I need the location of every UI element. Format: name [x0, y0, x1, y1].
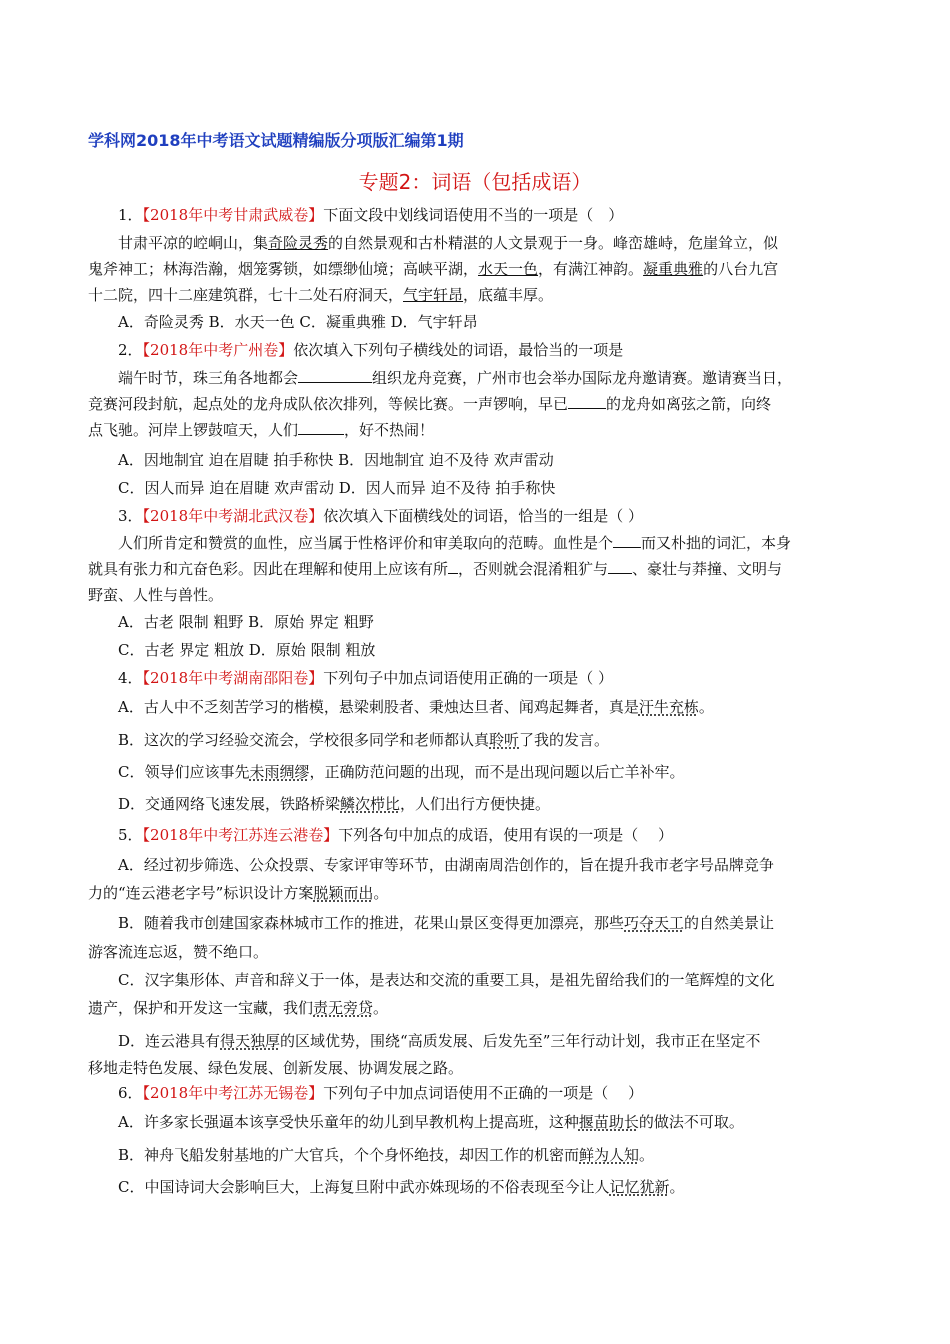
question-5-option-c: C．汉字集形体、声音和辞义于一体，是表达和交流的重要工具，是祖先留给我们的一笔辉煌的文化: [118, 971, 775, 989]
question-5-option-c-cont: 遗产，保护和开发这一宝藏，我们责无旁贷。: [88, 999, 389, 1017]
question-4-option-d: D．交通网络飞速发展，铁路桥梁鳞次栉比，人们出行方便快捷。: [118, 795, 551, 813]
question-2-passage-line: 点飞驰。河岸上锣鼓喧天，人们 ，好不热闹！: [88, 421, 435, 439]
question-3-passage-line: 野蛮、人性与兽性。: [88, 586, 224, 604]
question-5-option-b: B．随着我市创建国家森林城市工作的推进，花果山景区变得更加漂亮，那些巧夺天工的自然美景让: [118, 914, 775, 932]
question-4-stem: 4．【2018年中考湖南邵阳卷】下列句子中加点词语使用正确的一项是（ ）: [118, 669, 614, 687]
question-1-stem: 1．【2018年中考甘肃武威卷】下面文段中划线词语使用不当的一项是（ ）: [118, 206, 624, 224]
question-3-options-ab: A．古老 限制 粗野 B．原始 界定 粗野: [118, 613, 374, 631]
question-5-stem: 5．【2018年中考江苏连云港卷】下列各句中加点的成语，使用有误的一项是（ ）: [118, 826, 674, 844]
question-2-stem: 2．【2018年中考广州卷】依次填入下列句子横线处的词语，最恰当的一项是: [118, 341, 624, 359]
question-3-options-cd: C．古老 界定 粗放 D．原始 限制 粗放: [118, 641, 376, 659]
question-4-option-b: B．这次的学习经验交流会，学校很多同学和老师都认真聆听了我的发言。: [118, 731, 610, 749]
question-5-option-d-cont: 移地走特色发展、绿色发展、创新发展、协调发展之路。: [88, 1059, 464, 1077]
question-6-option-c: C．中国诗词大会影响巨大，上海复旦附中武亦姝现场的不俗表现至今让人记忆犹新。: [118, 1178, 685, 1196]
source-tag: 【2018年中考江苏无锡卷】: [142, 1084, 324, 1102]
question-2-options-cd: C．因人而异 迫在眉睫 欢声雷动 D．因人而异 迫不及待 拍手称快: [118, 479, 556, 497]
question-4-option-a: A．古人中不乏刻苦学习的楷模，悬梁刺股者、秉烛达旦者、闻鸡起舞者，真是汗牛充栋。: [118, 698, 714, 716]
document-header: 学科网2018年中考语文试题精编版分项版汇编第1期: [88, 131, 464, 150]
question-1-passage-line: 甘肃平凉的崆峒山，集奇险灵秀的自然景观和古朴精湛的人文景观于一身。峰峦雄峙，危崖耸立，似: [118, 234, 779, 252]
question-5-option-a: A．经过初步筛选、公众投票、专家评审等环节，由湖南周浩创作的，旨在提升我市老字号品牌竞争: [118, 856, 774, 874]
question-5-option-a-cont: 力的“连云港老字号”标识设计方案脱颖而出。: [88, 884, 389, 902]
source-tag: 【2018年中考广州卷】: [142, 341, 294, 359]
question-1-passage-line: 鬼斧神工；林海浩瀚，烟笼雾锁，如缥缈仙境；高峡平湖，水天一色，有满江神韵。凝重典雅的八台九宫: [88, 260, 779, 278]
question-4-option-c: C．领导们应该事先未雨绸缪，正确防范问题的出现，而不是出现问题以后亡羊补牢。: [118, 763, 685, 781]
section-title: 专题2：词语（包括成语）: [358, 170, 592, 194]
question-5-option-d: D．连云港具有得天独厚的区域优势，围绕“高质发展、后发先至”三年行动计划，我市正在坚定不: [118, 1032, 761, 1050]
question-2-passage-line: 端午时节，珠三角各地都会 组织龙舟竞赛，广州市也会举办国际龙舟邀请赛。邀请赛当日，: [118, 369, 793, 387]
source-tag: 【2018年中考江苏连云港卷】: [142, 826, 339, 844]
question-1-passage-line: 十二院，四十二座建筑群，七十二处石府洞天，气宇轩昂，底蕴丰厚。: [88, 286, 554, 304]
question-3-passage-line: 人们所肯定和赞赏的血性，应当属于性格评价和审美取向的范畴。血性是个 而又朴拙的词汇，本身: [118, 534, 792, 552]
source-tag: 【2018年中考甘肃武威卷】: [142, 206, 324, 224]
source-tag: 【2018年中考湖北武汉卷】: [142, 507, 324, 525]
question-1-options: A．奇险灵秀 B．水天一色 C．凝重典雅 D．气宇轩昂: [118, 313, 478, 331]
question-6-stem: 6．【2018年中考江苏无锡卷】下列句子中加点词语使用不正确的一项是（ ）: [118, 1084, 644, 1102]
source-tag: 【2018年中考湖南邵阳卷】: [142, 669, 324, 687]
question-2-options-ab: A．因地制宜 迫在眉睫 拍手称快 B．因地制宜 迫不及待 欢声雷动: [118, 451, 554, 469]
question-3-stem: 3．【2018年中考湖北武汉卷】依次填入下面横线处的词语，恰当的一组是（ ）: [118, 507, 644, 525]
question-3-passage-line: 就具有张力和亢奋色彩。因此在理解和使用上应该有所 ，否则就会混淆粗犷与 、豪壮与莽撞、文明与: [88, 560, 783, 578]
question-5-option-b-cont: 游客流连忘返，赞不绝口。: [88, 943, 269, 961]
question-6-option-a: A．许多家长强逼本该享受快乐童年的幼儿到早教机构上提高班，这种揠苗助长的做法不可取。: [118, 1113, 744, 1131]
question-6-option-b: B．神舟飞船发射基地的广大官兵，个个身怀绝技，却因工作的机密而鲜为人知。: [118, 1146, 655, 1164]
question-2-passage-line: 竞赛河段封航，起点处的龙舟成队依次排列，等候比赛。一声锣响，早已 的龙舟如离弦之箭，向终: [88, 395, 772, 413]
